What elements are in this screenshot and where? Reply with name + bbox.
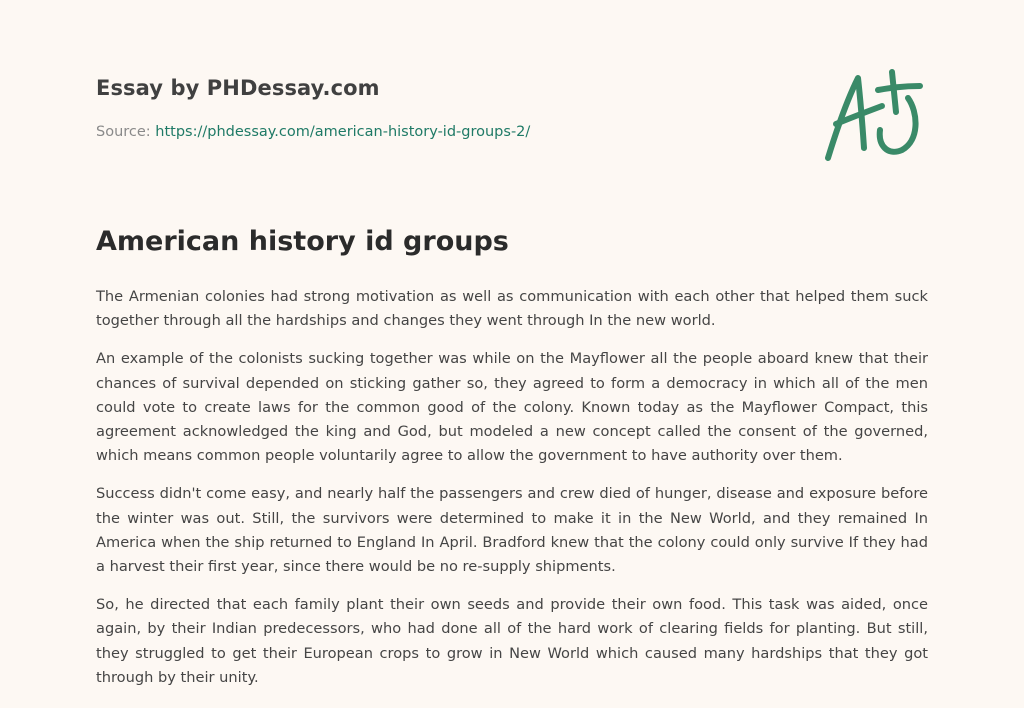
essay-paragraph: The Armenian colonies had strong motivation as well as communication with each other that helped them suck together through all the hardships and changes they went through In the new world.	[96, 288, 928, 330]
source-label: Source:	[96, 124, 156, 140]
essay-paragraph: So, he directed that each family plant their own seeds and provide their own food. This task was aided, once again, by their Indian predecessors, who had done all of the hard work of clearing fields for planting. But still, they struggled to get their European crops to grow in New World which caused many hardships that they got through by their unity.	[96, 596, 928, 686]
essay-title: American history id groups	[96, 226, 509, 257]
essay-paragraph: An example of the colonists sucking together was while on the Mayflower all the people aboard knew that their chances of survival depended on sticking gather so, they agreed to form a democracy in which all of the men could vote to create laws for the common good of the colony. Known today as the Mayflower Compact, this agreement acknowledged the king and God, but modeled a new concept called the consent of the governed, which means common people voluntarily agree to allow the government to have authority over them.	[96, 350, 928, 465]
essay-paragraph: Success didn't come easy, and nearly half the passengers and crew died of hunger, disease and exposure before the winter was out. Still, the survivors were determined to make it in the New World, and they remained In America when the ship returned to England In April. Bradford knew that the colony could only survive If they had a harvest their first year, since there would be no re-supply shipments.	[96, 485, 928, 576]
source-link[interactable]: https://phdessay.com/american-history-id-groups-2/	[155, 124, 531, 140]
document-page	[96, 0, 928, 708]
site-title: Essay by PHDessay.com	[96, 76, 380, 100]
a-plus-grade-logo-icon	[822, 66, 928, 166]
essay-body	[96, 285, 928, 704]
source-line	[96, 124, 530, 140]
